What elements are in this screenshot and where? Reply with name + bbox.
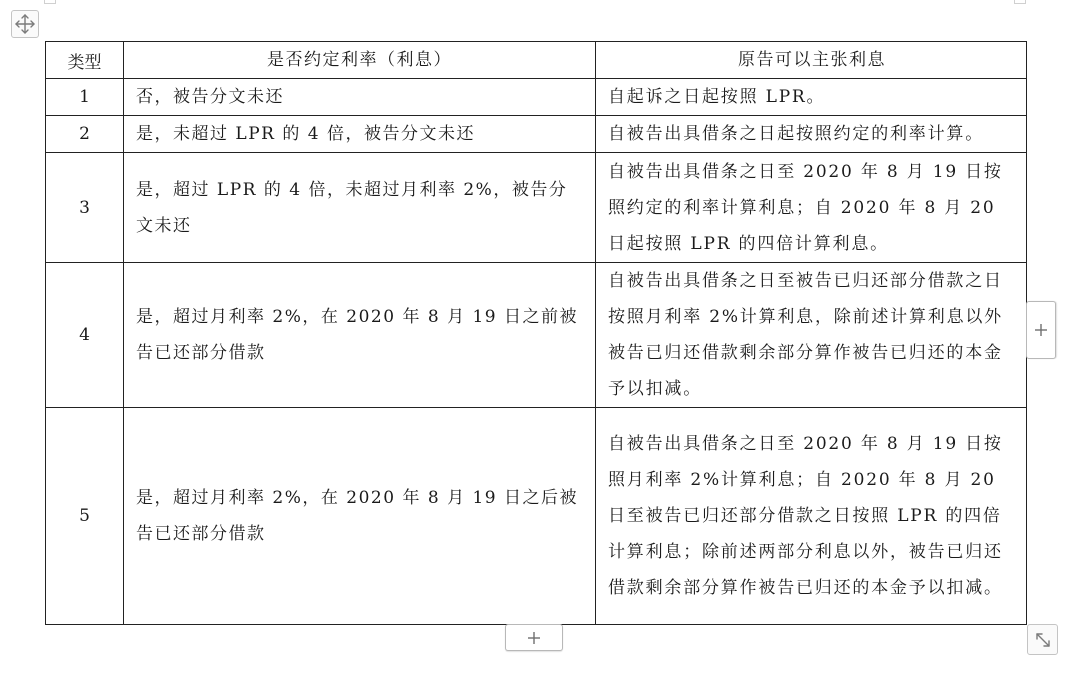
table-row [46,153,1027,263]
cell-condition[interactable]: 否，被告分文未还 [124,79,596,116]
cell-claim[interactable]: 自起诉之日起按照 LPR。 [596,79,1027,116]
cell-claim[interactable]: 自被告出具借条之日至 2020 年 8 月 19 日按照月利率 2%计算利息；自 2020 年 8 月 20 日至被告已归还部分借款之日按照 LPR 的四倍计算利息；除前述两部分利息以外，被告已归还借款剩余部分算作被告已归还的本金予以扣减。 [596,408,1027,625]
table-row [46,263,1027,408]
cell-type[interactable]: 3 [46,153,124,263]
resize-diagonal-icon [1033,630,1053,650]
move-arrows-icon [14,13,36,35]
cell-condition[interactable]: 是，超过月利率 2%，在 2020 年 8 月 19 日之前被告已还部分借款 [124,263,596,408]
header-type[interactable]: 类型 [46,42,124,79]
cell-type[interactable]: 4 [46,263,124,408]
table-top-left-stub [44,0,56,4]
cell-claim[interactable]: 自被告出具借条之日至被告已归还部分借款之日按照月利率 2%计算利息，除前述计算利息以外被告已归还借款剩余部分算作被告已归还的本金予以扣减。 [596,263,1027,408]
header-agreed-rate[interactable]: 是否约定利率（利息） [124,42,596,79]
table-header-row [46,42,1027,79]
table-row [46,408,1027,625]
cell-condition[interactable]: 是，未超过 LPR 的 4 倍，被告分文未还 [124,116,596,153]
cell-type[interactable]: 5 [46,408,124,625]
plus-icon [1034,323,1048,337]
table-row [46,79,1027,116]
interest-table [45,41,1027,625]
table-top-right-stub [1014,0,1026,4]
table-row [46,116,1027,153]
table-move-handle[interactable] [11,10,39,38]
plus-icon [527,631,541,645]
table-resize-handle[interactable] [1027,624,1058,655]
cell-claim[interactable]: 自被告出具借条之日至 2020 年 8 月 19 日按照约定的利率计算利息；自 2020 年 8 月 20 日起按照 LPR 的四倍计算利息。 [596,153,1027,263]
cell-type[interactable]: 1 [46,79,124,116]
cell-condition[interactable]: 是，超过月利率 2%，在 2020 年 8 月 19 日之后被告已还部分借款 [124,408,596,625]
cell-type[interactable]: 2 [46,116,124,153]
add-column-button[interactable] [1026,301,1056,359]
header-claimable-interest[interactable]: 原告可以主张利息 [596,42,1027,79]
cell-claim[interactable]: 自被告出具借条之日起按照约定的利率计算。 [596,116,1027,153]
cell-condition[interactable]: 是，超过 LPR 的 4 倍，未超过月利率 2%，被告分文未还 [124,153,596,263]
add-row-button[interactable] [505,624,563,651]
